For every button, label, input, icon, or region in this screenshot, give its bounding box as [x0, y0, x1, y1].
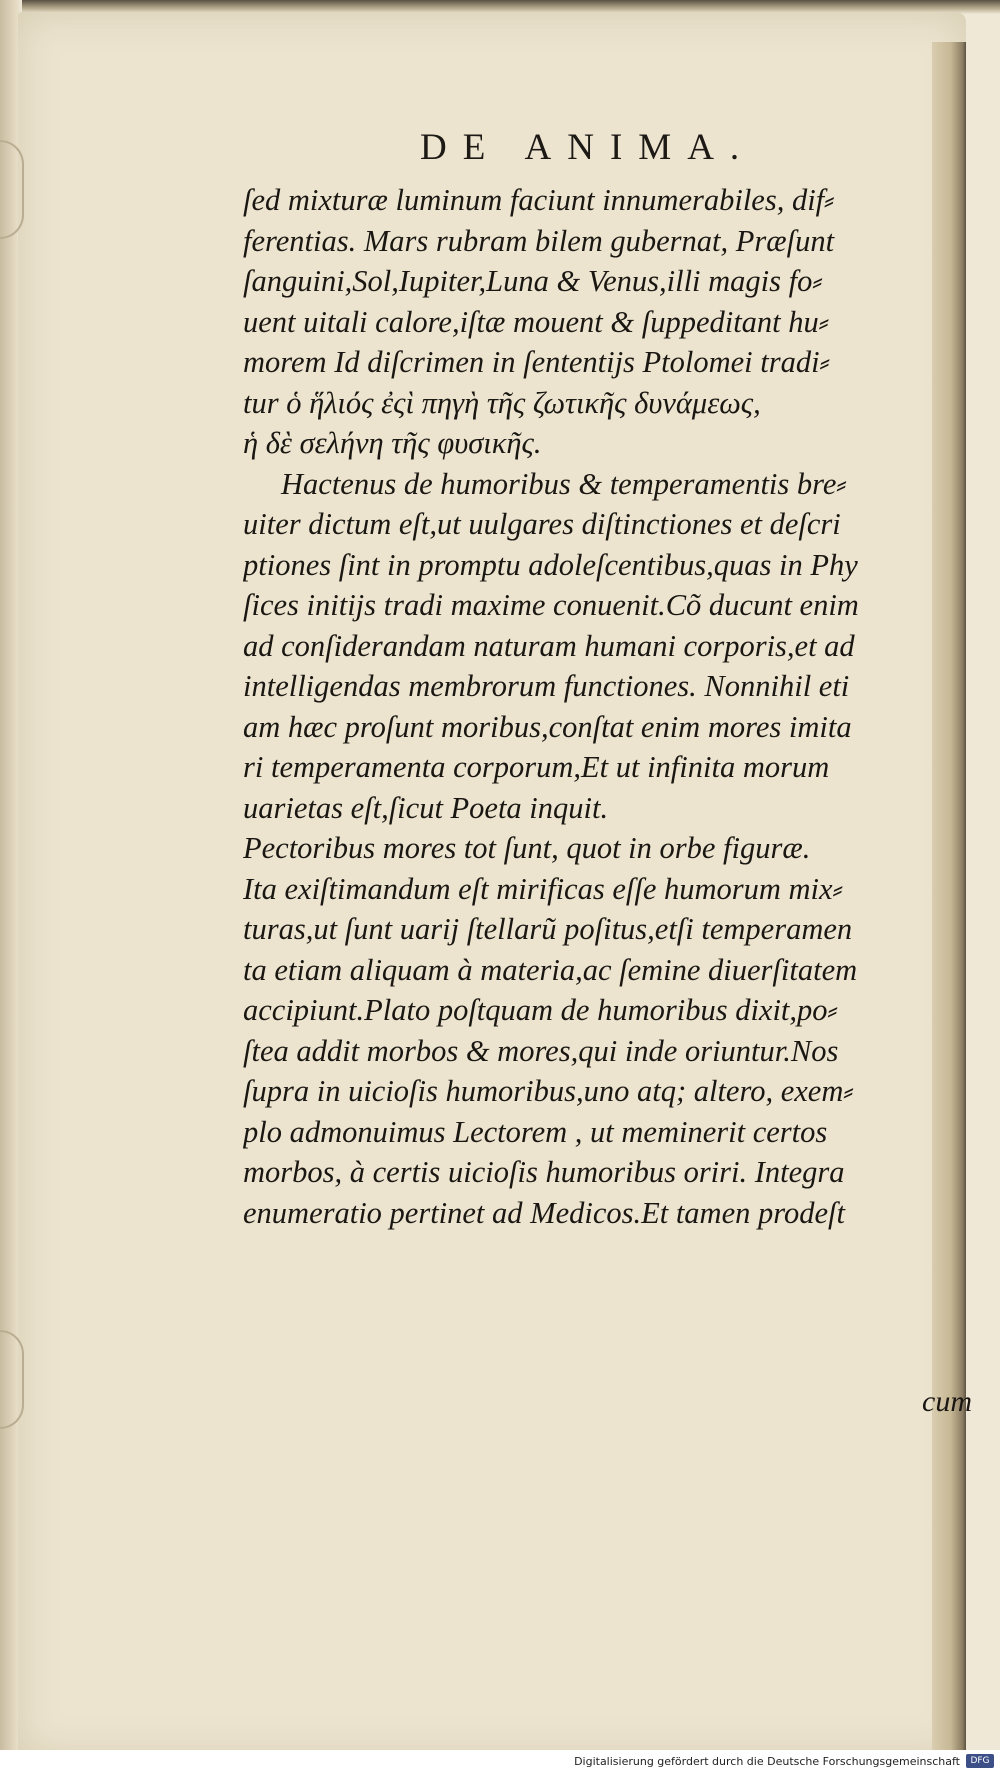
digitization-credit: Digitalisierung gefördert durch die Deutsche Forschungsgemeinschaft [574, 1755, 960, 1768]
paragraph-start-line: Hactenus de humoribus & temperamentis bre⸗ [281, 466, 847, 501]
text-line: ta etiam aliquam à materia,ac ſemine diuerſitatem [243, 952, 858, 987]
text-line: Ita exiſtimandum eſt mirificas eſſe humorum mix⸗ [243, 871, 843, 906]
text-line: intelligendas membrorum functiones. Nonnihil eti [243, 669, 850, 703]
text-line: ri temperamenta corporum,Et ut infinita morum [243, 750, 830, 784]
text-line: plo admonuimus Lectorem , ut meminerit certos [243, 1114, 828, 1149]
text-line: am hæc proſunt moribus,conſtat enim mores imita [243, 709, 852, 744]
text-line: enumeratio pertinet ad Medicos.Et tamen prodeſt [243, 1195, 845, 1230]
dfg-logo: DFG [966, 1754, 994, 1768]
binding-mark-bottom [0, 1330, 24, 1429]
text-line: accipiunt.Plato poſtquam de humoribus dixit,po⸗ [243, 993, 838, 1027]
binding-mark-top [0, 140, 24, 239]
text-line: ſupra in uicioſis humoribus,uno atq; altero, exem⸗ [243, 1074, 854, 1108]
text-line: ſtea addit morbos & mores,qui inde oriuntur.Nos [243, 1033, 839, 1068]
greek-text-line: tur ὁ ἥλιός ἐςὶ πηγὴ τῆς ζωτικῆς δυνάμεως, [243, 385, 761, 420]
text-line: ſanguini,Sol,Iupiter,Luna & Venus,illi magis fo⸗ [243, 264, 823, 298]
footer-bar [0, 1750, 1000, 1771]
text-line: ſices initijs tradi maxime conuenit.Cõ ducunt enim [243, 588, 859, 622]
running-head: DE ANIMA. [420, 127, 756, 168]
verse-line: Pectoribus mores tot ſunt, quot in orbe figuræ. [243, 831, 811, 865]
text-line: ferentias. Mars rubram bilem gubernat, Præſunt [243, 223, 835, 258]
text-line: uent uitali calore,iſtæ mouent & ſuppeditant hu⸗ [243, 304, 829, 339]
catchword: cum [922, 1385, 972, 1418]
text-line: ad conſiderandam naturam humani corporis,et ad [243, 628, 855, 663]
text-line: morem Id diſcrimen in ſententijs Ptolomei tradi⸗ [243, 345, 830, 379]
text-line: turas,ut ſunt uarij ſtellarũ poſitus,etſi temperamen [243, 912, 853, 946]
greek-text-line: ἡ δὲ σελήνη τῆς φυσικῆς. [243, 426, 542, 460]
text-line: morbos, à certis uicioſis humoribus oriri. Integra [243, 1155, 845, 1189]
text-line: ſed mixturæ luminum faciunt innumerabiles, dif⸗ [243, 183, 835, 217]
text-line: ptiones ſint in promptu adoleſcentibus,quas in Phy [243, 547, 858, 582]
text-line: uiter dictum eſt,ut uulgares diſtinctiones et deſcri [243, 507, 841, 541]
page-text-block [243, 180, 955, 1233]
text-line: uarietas eſt,ſicut Poeta inquit. [243, 790, 609, 825]
